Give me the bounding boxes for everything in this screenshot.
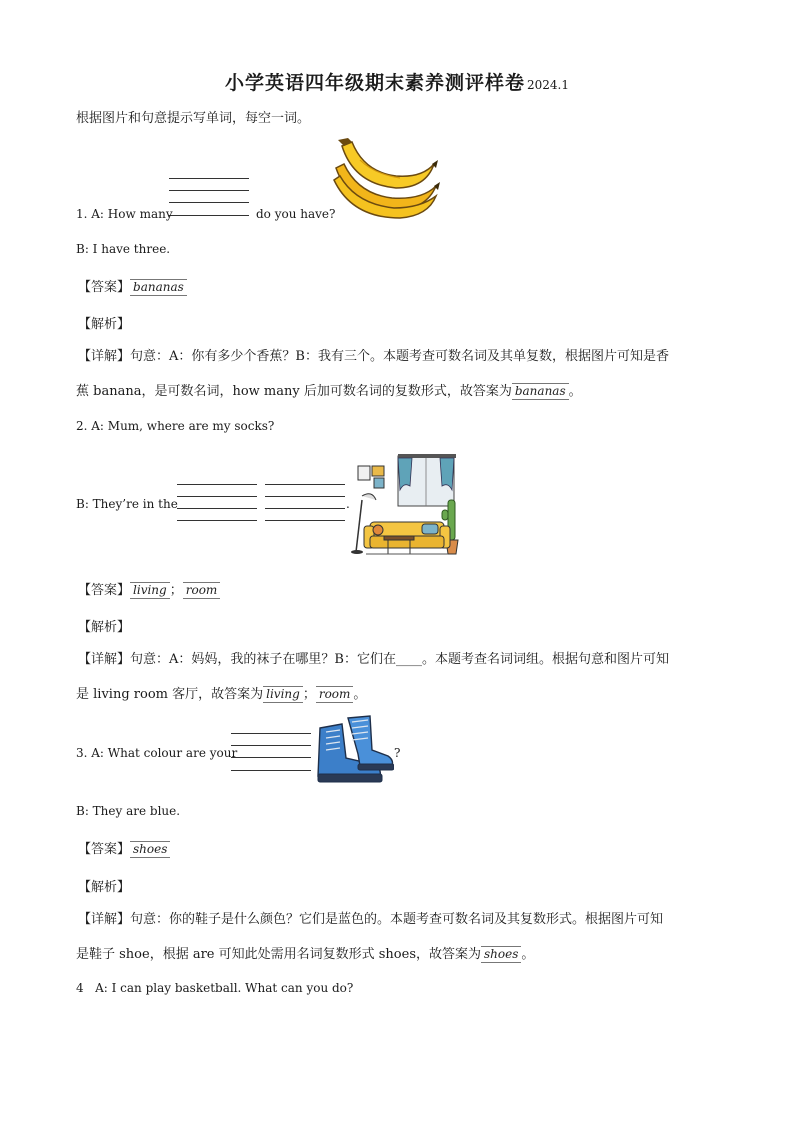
q3-detail-answer: shoes (481, 946, 521, 963)
instruction: 根据图片和句意提示写单词，每空一词。 (76, 111, 311, 126)
q1-question-b: B: I have three. (76, 242, 171, 256)
q2-question-b-suffix: . (346, 497, 350, 511)
q3-detail-text2: 是鞋子 shoe，根据 are 可知此处需用名词复数形式 shoes，故答案为 (76, 947, 481, 962)
q2-detail-separator: ； (302, 687, 316, 702)
q1-detail-text2: 蕉 banana，是可数名词，how many 后加可数名词的复数形式，故答案为 (76, 384, 512, 399)
living-room-image (348, 452, 464, 560)
title-main: 小学英语四年级期末素养测评样卷 (224, 72, 525, 94)
blue-boots-image (312, 714, 394, 786)
q3-question-a-suffix: ? (394, 746, 401, 760)
q3-writing-line (231, 745, 311, 746)
q3-analysis-label: 【解析】 (78, 880, 131, 895)
q3-detail-text: 句意：你的鞋子是什么颜色？它们是蓝色的。本题考查可数名词及其复数形式。根据图片可知 (130, 912, 664, 927)
q2-answer-separator: ； (169, 583, 183, 598)
q2-detail-text: 句意：A：妈妈，我的袜子在哪里？B：它们在____。本题考查名词词组。根据句意和图片可知 (130, 652, 669, 667)
q1-answer: bananas (130, 279, 187, 296)
q2-answer-2: room (183, 582, 221, 599)
q2-detail-line1 (78, 648, 669, 667)
q3-detail-end: 。 (521, 947, 535, 962)
q2-writing-line (265, 484, 345, 485)
q2-writing-line (265, 508, 345, 509)
q1-detail-end: 。 (568, 384, 582, 399)
q2-detail-answer-2: room (316, 686, 354, 703)
q1-detail-label: 【详解】 (78, 349, 131, 364)
q1-detail-line2 (76, 380, 582, 400)
q2-question-b-prefix: B: They’re in the (76, 497, 178, 511)
q2-detail-answer-1: living (263, 686, 303, 703)
q1-question-a-prefix: 1. A: How many (76, 207, 173, 221)
q3-question-a-prefix: 3. A: What colour are your (76, 746, 238, 760)
q1-detail-text: 句意：A：你有多少个香蕉？B：我有三个。本题考查可数名词及其单复数，根据图片可知是香 (130, 349, 669, 364)
q3-answer-blank[interactable] (231, 770, 311, 771)
q2-detail-end: 。 (353, 687, 367, 702)
q3-detail-line2 (76, 943, 534, 963)
q2-writing-line (177, 496, 257, 497)
q2-analysis-label: 【解析】 (78, 620, 131, 635)
q2-writing-line (177, 508, 257, 509)
q1-detail-answer: bananas (512, 383, 569, 400)
q2-question-a: 2. A: Mum, where are my socks? (76, 419, 275, 433)
q4-question-a: 4 A: I can play basketball. What can you do? (76, 981, 354, 995)
q2-answer-blank-1[interactable] (177, 520, 257, 521)
q1-answer-blank[interactable] (169, 215, 249, 216)
q2-answer-blank-2[interactable] (265, 520, 345, 521)
q1-detail-line1 (78, 345, 669, 364)
q2-detail-line2 (76, 683, 366, 703)
q1-analysis-label: 【解析】 (78, 317, 131, 332)
q1-answer-label: 【答案】 (78, 280, 131, 295)
title-date: 2024.1 (527, 78, 569, 92)
q1-writing-line (169, 190, 249, 191)
q1-writing-line (169, 202, 249, 203)
q3-writing-line (231, 757, 311, 758)
q3-writing-line (231, 733, 311, 734)
page-title (0, 68, 794, 95)
q1-question-a-suffix: do you have? (256, 207, 336, 221)
q2-writing-line (177, 484, 257, 485)
q2-detail-label: 【详解】 (78, 652, 131, 667)
q2-answer-label: 【答案】 (78, 583, 131, 598)
q1-writing-line (169, 178, 249, 179)
q2-detail-text2: 是 living room 客厅，故答案为 (76, 687, 264, 702)
q3-detail-label: 【详解】 (78, 912, 131, 927)
bananas-image (330, 138, 440, 220)
q3-answer: shoes (130, 841, 170, 858)
q2-answer-1: living (130, 582, 170, 599)
q2-writing-line (265, 496, 345, 497)
q3-question-b: B: They are blue. (76, 804, 181, 818)
q3-answer-label: 【答案】 (78, 842, 131, 857)
q3-detail-line1 (78, 908, 663, 927)
